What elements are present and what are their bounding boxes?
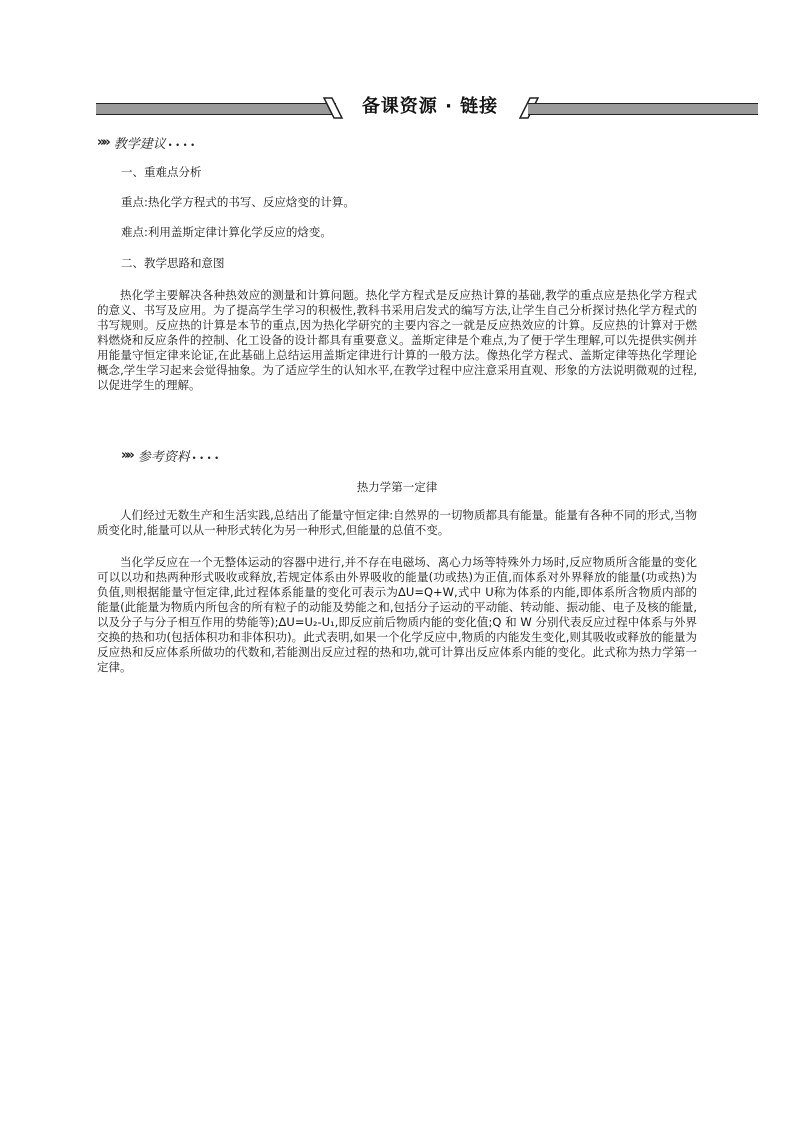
teaching-suggestion-label: 教学建议 xyxy=(113,137,166,152)
reference-material-tag xyxy=(121,446,222,465)
reference-paragraph-1: 人们经过无数生产和生活实践,总结出了能量守恒定律:自然界的一切物质都具有能量。能量有各种不同的形式,当物质变化时,能量可以从一种形式转化为另一种形式,但能量的总值不变。 xyxy=(97,508,697,537)
tag-dots: .... xyxy=(191,448,222,463)
banner-title: 备课资源 · 链接 xyxy=(361,96,499,117)
reference-paragraph-2: 当化学反应在一个无整体运动的容器中进行,并不存在电磁场、离心力场等特殊外力场时,反应物质所含能量的变化可以以功和热两种形式吸收或释放,若规定体系由外界吸收的能量(功或热)为正值,而体系对外界释放的能量(功或热)为负值,则根据能量守恒定律,此过程体系能量的变化可表示为ΔU=Q+W,式中 U称为体系的内能,即体系所含物质内部的能量(此能量为物质内所包含的所有粒子的动能及势能之和,包括分子运动的平动能、转动能、振动能、电子及核的能量,以及分子与分子相互作用的势能等);ΔU=U₂-U₁,即反应前后物质内能的变化值;Q 和 W 分别代表反应过程中体系与外界交换的热和功(包括体积功和非体积功)。此式表明,如果一个化学反应中,物质的内能发生变化,则其吸收或释放的能量为反应热和反应体系所做功的代数和,若能测出反应过程的热和功,就可计算出反应体系内能的变化。此式称为热力学第一定律。 xyxy=(97,555,697,674)
section1-heading: 一、重难点分析 xyxy=(121,165,202,179)
reference-material-label: 参考资料 xyxy=(137,450,190,465)
reference-title: 热力学第一定律 xyxy=(356,480,438,494)
key-point-text: 重点:热化学方程式的书写、反应焓变的计算。 xyxy=(121,195,355,209)
section2-heading: 二、教学思路和意图 xyxy=(121,256,225,270)
banner-bar-left xyxy=(96,103,336,115)
double-chevron-icon: »» xyxy=(121,448,132,463)
teaching-suggestion-tag xyxy=(97,133,198,152)
tag-dots: .... xyxy=(167,135,198,150)
section-banner xyxy=(96,94,758,120)
banner-bar-right xyxy=(528,103,758,115)
difficult-point-text: 难点:利用盖斯定律计算化学反应的焓变。 xyxy=(121,225,332,239)
double-chevron-icon: »» xyxy=(97,135,108,150)
teaching-approach-paragraph: 热化学主要解决各种热效应的测量和计算问题。热化学方程式是反应热计算的基础,教学的重点应是热化学方程式的意义、书写及应用。为了提高学生学习的积极性,教科书采用启发式的编写方法,让学生自己分析探讨热化学方程式的书写规则。反应热的计算是本节的重点,因为热化学研究的主要内容之一就是反应热效应的计算。反应热的计算对于燃料燃烧和反应条件的控制、化工设备的设计都具有重要意义。盖斯定律是个难点,为了便于学生理解,可以先提供实例并用能量守恒定律来论证,在此基础上总结运用盖斯定律进行计算的一般方法。像热化学方程式、盖斯定律等热化学理论概念,学生学习起来会觉得抽象。为了适应学生的认知水平,在教学过程中应注意采用直观、形象的方法说明微观的过程,以促进学生的理解。 xyxy=(97,288,697,392)
